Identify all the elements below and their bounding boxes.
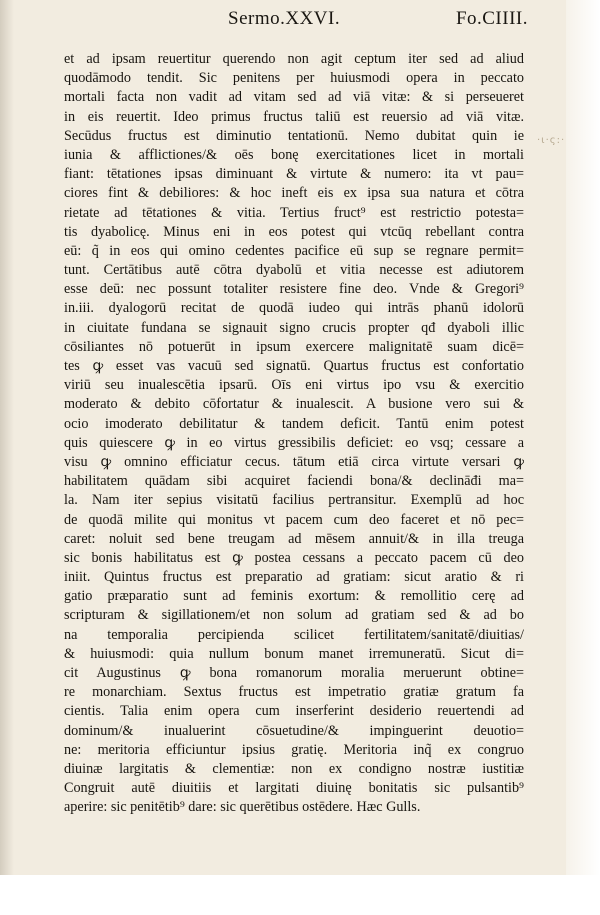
text-line: mortali facta non vadit ad vitam sed ad viā vitæ: & si perseueret [64,89,524,106]
text-line: Secūdus fructus est diminutio tentationū. Nemo dubitat quin ie [64,127,524,144]
text-line: esse deū: nec possunt totaliter resistere fine deo. Vnde & Gregori⁹ [64,281,524,298]
text-line: de quodā milite qui monitus vt pacem cum deo faceret et nō pec= [64,511,524,528]
text-line: diuinæ largitatis & clementiæ: non ex condigno nostræ iustitiæ [64,760,524,777]
text-line: iunia & afflictiones/& oēs bonę exercitationes licet in mortali [64,146,524,163]
page-bottom-margin [0,875,600,915]
text-line: cit Augustinus ꝙ bona romanorum moralia meruerunt obtine= [64,665,524,681]
text-line: viriū seu inualescētia ipsarū. Oīs eni virtus ipo vsu & exercitio [64,377,524,394]
text-line: et ad ipsam reuertitur querendo non agit ceptum iter sed ad aliud [64,51,524,67]
text-line: quis quiescere ꝙ in eo virtus gressibilis deficiet: eo vsq; cessare a [64,434,524,451]
text-line: eū: q̃ in eos qui omino cedentes pacifice eū sup se regnare permit= [64,242,524,259]
text-line: na temporalia percipienda scilicet fertilitatem/sanitatē/diuitias/ [64,626,524,643]
text-line: rietate ad tētationes & vitia. Tertius fruct⁹ est restrictio potesta= [64,204,524,221]
text-line: caret: noluit sed bene treugam ad mēsem annuit/& in illa treuga [64,530,524,547]
text-line: sic bonis habilitatus est ꝙ postea cessans a peccato pacem cū deo [64,549,524,566]
text-line: scripturam & sigillationem/et non solum ad gratiam sed & ad bo [64,607,524,624]
text-line: quodāmodo tendit. Sic penitens per huiusmodi opera in peccato [64,70,524,87]
text-line: ocio imoderato debilitatur & tandem deficit. Tantū enim potest [64,415,524,432]
text-line: cientis. Talia enim opera cum inserferint desiderio reuertendi ad [64,703,524,720]
text-line: in eis reuertit. Ideo primus fructus taliū est reuersio ad viā vitæ. [64,108,524,125]
body-text [64,50,524,818]
sermon-heading: Sermo.XXVI. [228,8,341,29]
text-line: visu ꝙ omnino efficiatur cecus. tātum etiā circa virtute versari ꝙ [64,453,524,470]
text-line: gatio præparatio sunt ad feminis exortum: & remollitio cerę ad [64,588,524,605]
text-line: iniit. Quintus fructus est preparatio ad gratiam: sicut aratio & ri [64,569,524,586]
text-line: ciores fint & debiliores: & hoc ineft eis ex ipsa sua natura et cōtra [64,185,524,202]
running-head [228,8,528,38]
text-line: moderato & debito cōfortatur & inualescit. A busione vero sui & [64,396,524,413]
text-line: dominum/& inualuerint cōsuetudine/& impinguerint deuotio= [64,722,524,739]
text-line: re monarchiam. Sextus fructus est impetratio gratiæ gratum fa [64,684,524,701]
text-line: tis dyabolicę. Minus eni in eos potest qui vtcūq rebellant contra [64,223,524,240]
folio-number: Fo.CIIII. [455,8,528,29]
text-line: cōsiliantes nō potuerūt in ipsum exercere malignitatē suam dicē= [64,338,524,355]
text-line: aperire: sic penitētib⁹ dare: sic querētibus ostēdere. Hæc Gulls. [64,799,421,816]
margin-note: ·ι·ς:· [537,135,566,146]
text-line: in.iii. dyalogorū recitat de quodā iudeo qui intrās phanū idolorū [64,300,524,317]
text-line: Congruit autē diuitiis et largitati diuinę bonitatis sic pulsantib⁹ [64,780,524,797]
text-line: fiant: tētationes ipsas diminuant & virtute & numero: ita vt pau= [64,166,524,183]
text-line: tunt. Certātibus autē cōtra dyabolū et vitia necesse est adiutorem [64,262,524,279]
text-line: ne: meritoria efficiuntur ipsius gratię. Meritoria inq̃ ex congruo [64,741,524,758]
gutter-shadow [0,0,14,915]
text-line: la. Nam iter sepius visitatū facilius pertransitur. Exemplū ad hoc [64,492,524,509]
text-line: tes ꝙ esset vas vacuū sed signatū. Quartus fructus est confortatio [64,358,524,374]
text-line: & huiusmodi: quia nullum bonum manet irremuneratū. Sicut di= [64,645,524,662]
text-line: habilitatem quādam sibi acquiret faciendi bona/& declināđi ma= [64,473,524,490]
text-line: in ciuitate fundana se signauit signo crucis propter qđ dyaboli illic [64,319,524,336]
